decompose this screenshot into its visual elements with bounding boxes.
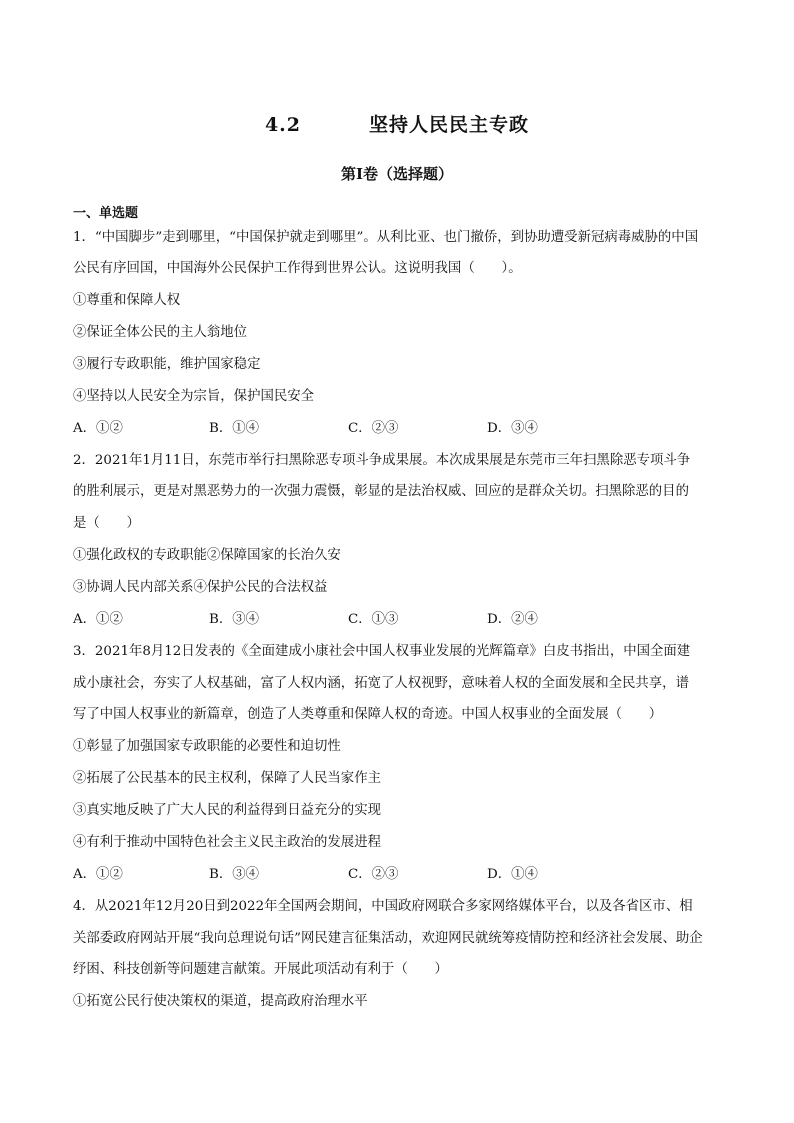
q2-stem-line: 是（ ）	[73, 516, 140, 531]
q3-stem-line: 3．2021年8月12日发表的《全面建成小康社会中国人权事业发展的光辉篇章》白皮书指出，中国全面建	[73, 644, 691, 659]
q3-option-b: B．③④	[209, 867, 260, 882]
q2-option-d: D．②④	[487, 612, 538, 627]
q1-stem-line: 1．“中国脚步”走到哪里，“中国保护就走到哪里”。从利比亚、也门撤侨，到协助遭受新冠病毒威胁的中国	[73, 230, 699, 245]
q3-stem-line: 写了中国人权事业的新篇章，创造了人类尊重和保障人权的奇迹。中国人权事业的全面发展（ ）	[73, 707, 663, 722]
q3-item: ④有利于推动中国特色社会主义民主政治的发展进程	[73, 835, 381, 850]
q4-stem-line: 关部委政府网站开展“我向总理说句话”网民建言征集活动，欢迎网民就统筹疫情防控和经济社会发展、助企	[73, 931, 703, 946]
q1-item: ①尊重和保障人权	[73, 293, 181, 308]
volume-subtitle: 第I卷（选择题）	[340, 165, 454, 183]
q1-item: ③履行专政职能，维护国家稳定	[73, 357, 261, 372]
q2-stem-line: 2．2021年1月11日，东莞市举行扫黑除恶专项斗争成果展。本次成果展是东莞市三年扫黑除恶专项斗争	[73, 453, 691, 468]
q2-item: ①强化政权的专政职能②保障国家的长治久安	[73, 548, 341, 563]
q1-option-d: D．③④	[487, 421, 538, 436]
q2-option-c: C．①③	[348, 612, 399, 627]
q1-option-c: C．②③	[348, 421, 399, 436]
section-heading: 一、单选题	[73, 206, 139, 221]
q2-item: ③协调人民内部关系④保护公民的合法权益	[73, 580, 328, 595]
q3-item: ①彰显了加强国家专政职能的必要性和迫切性	[73, 739, 341, 754]
title-number: 4.2	[264, 114, 302, 136]
q1-item: ②保证全体公民的主人翁地位	[73, 325, 248, 340]
title-text: 坚持人民民主专政	[369, 114, 530, 136]
q1-stem-line: 公民有序回国，中国海外公民保护工作得到世界公认。这说明我国（ ）。	[73, 261, 522, 276]
q2-option-b: B．③④	[209, 612, 260, 627]
q4-item: ①拓宽公民行使决策权的渠道，提高政府治理水平	[73, 994, 368, 1009]
document-title	[0, 110, 794, 137]
q1-item: ④坚持以人民安全为宗旨，保护国民安全	[73, 389, 315, 404]
q3-item: ②拓展了公民基本的民主权利，保障了人民当家作主	[73, 771, 381, 786]
q1-option-b: B．①④	[209, 421, 260, 436]
q3-option-d: D．①④	[487, 867, 538, 882]
q3-stem-line: 成小康社会，夯实了人权基础，富了人权内涵，拓宽了人权视野，意味着人权的全面发展和全民共享，谱	[73, 676, 689, 691]
q4-stem-line: 纾困、科技创新等问题建言献策。开展此项活动有利于（ ）	[73, 962, 448, 977]
q3-option-c: C．②③	[348, 867, 399, 882]
q3-item: ③真实地反映了广大人民的利益得到日益充分的实现	[73, 803, 381, 818]
q1-option-a: A．①②	[73, 421, 123, 436]
q3-option-a: A．①②	[73, 867, 123, 882]
q2-stem-line: 的胜利展示，更是对黑恶势力的一次强力震慑，彰显的是法治权威、回应的是群众关切。扫黑除恶的目的	[73, 484, 689, 499]
q2-option-a: A．①②	[73, 612, 123, 627]
q4-stem-line: 4．从2021年12月20日到2022年全国两会期间，中国政府网联合多家网络媒体平台，以及各省区市、相	[73, 899, 693, 914]
